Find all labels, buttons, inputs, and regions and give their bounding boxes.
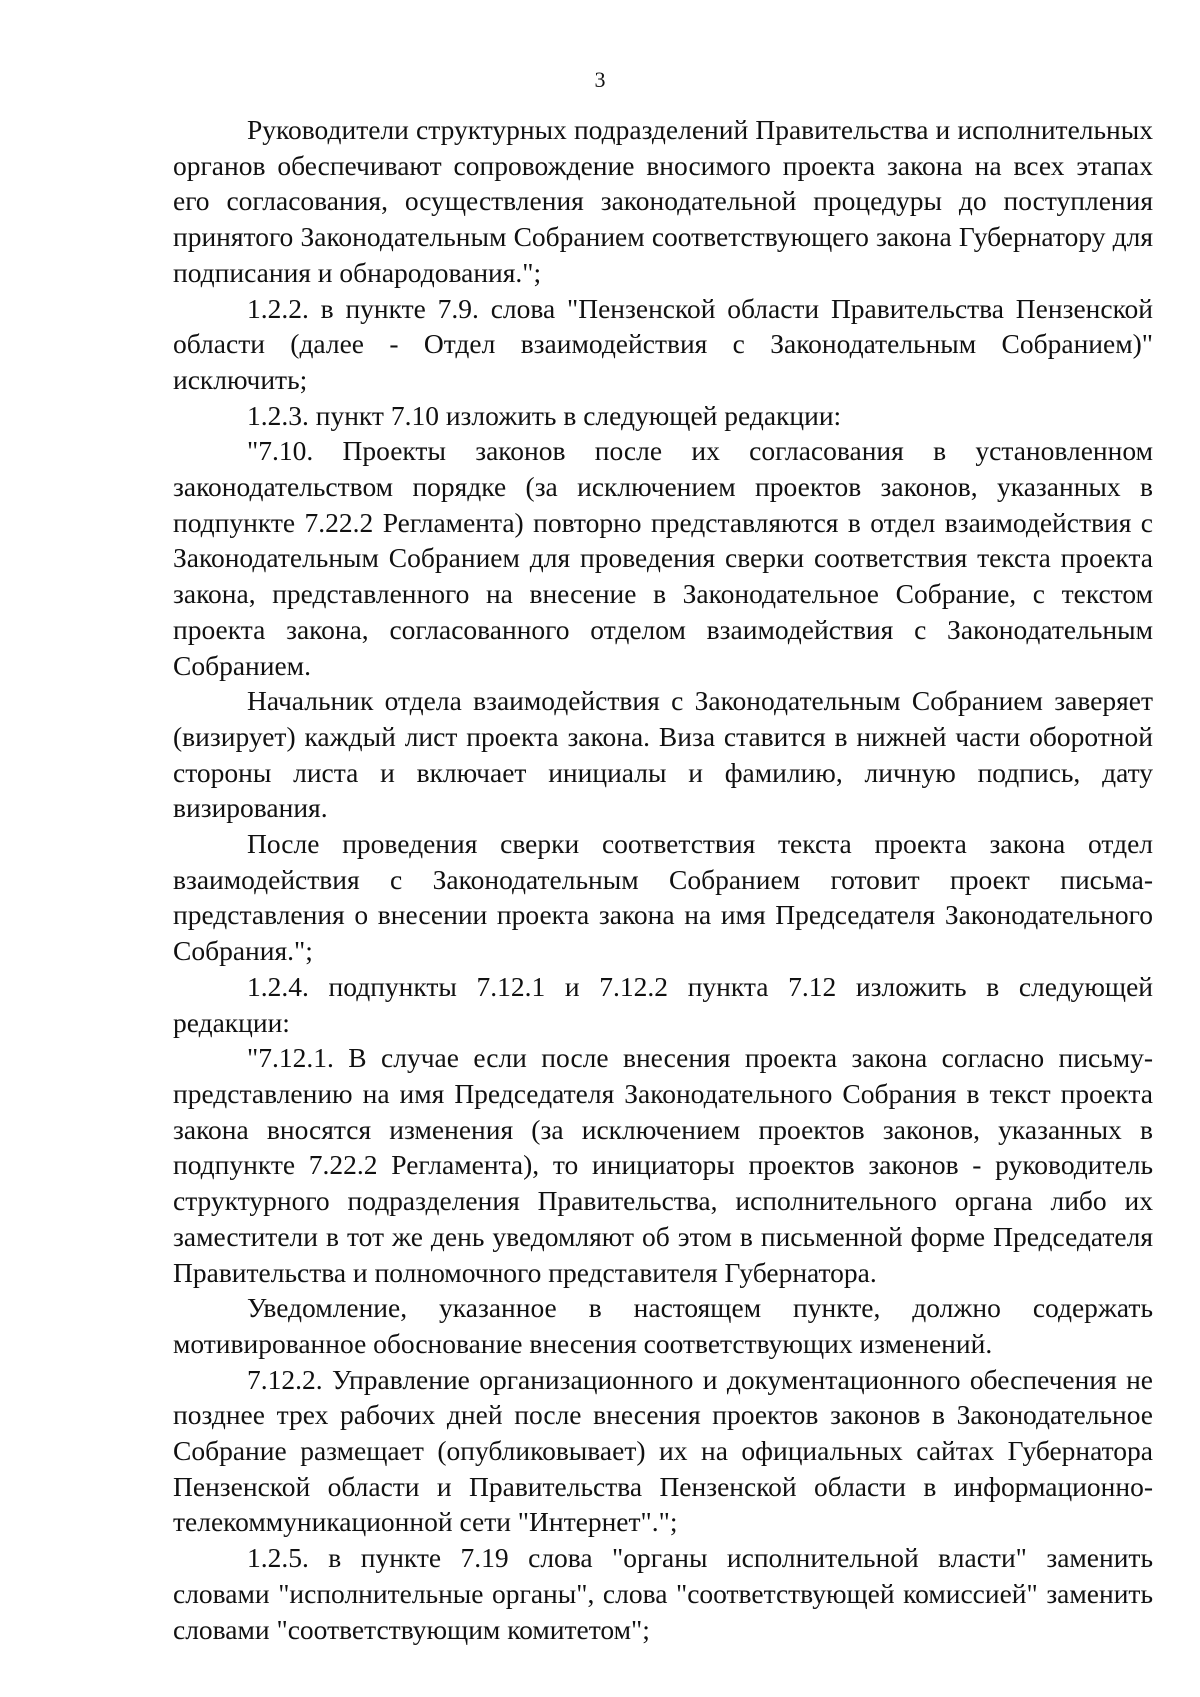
paragraph-1-2-4: 1.2.4. подпункты 7.12.1 и 7.12.2 пункта 7.12 изложить в следующей редакции:	[173, 970, 1153, 1038]
paragraph-head-of-department: Начальник отдела взаимодействия с Законодательным Собранием заверяет (визирует) каждый лист проекта закона. Виза ставится в нижней части оборотной стороны листа и включает инициалы и фамилию, личную подпись, дату визирования.	[173, 685, 1153, 824]
paragraph-notification: Уведомление, указанное в настоящем пункте, должно содержать мотивированное обоснование внесения соответствующих изменений.	[173, 1292, 1153, 1359]
paragraph-1-2-5: 1.2.5. в пункте 7.19 слова "органы исполнительной власти" заменить словами "исполнительные органы", слова "соответствующей комиссией" заменить словами "соответствующим комитетом";	[173, 1542, 1153, 1645]
document-body	[173, 112, 1153, 1647]
paragraph-7-12-1: "7.12.1. В случае если после внесения проекта закона согласно письму-представлению на имя Председателя Законодательного Собрания в текст проекта закона вносятся изменения (за исключением проектов законов, указанных в подпункте 7.22.2 Регламента), то инициаторы проектов законов - руководитель структурного подразделения Правительства, исполнительного органа либо их заместители в тот же день уведомляют об этом в письменной форме Председателя Правительства и полномочного представителя Губернатора.	[173, 1042, 1153, 1288]
paragraph-7-10: "7.10. Проекты законов после их согласования в установленном законодательством порядке (за исключением проектов законов, указанных в подпункте 7.22.2 Регламента) повторно представляются в отдел взаимодействия с Законодательным Собранием для проведения сверки соответствия текста проекта закона, представленного на внесение в Законодательное Собрание, с текстом проекта закона, согласованного отделом взаимодействия с Законодательным Собранием.	[173, 435, 1153, 681]
page-number: 3	[594, 67, 606, 92]
paragraph-responsibility: Руководители структурных подразделений Правительства и исполнительных органов обеспечивают сопровождение вносимого проекта закона на всех этапах его согласования, осуществления законодательной процедуры до поступления принятого Законодательным Собранием соответствующего закона Губернатору для подписания и обнародования.";	[173, 114, 1153, 288]
paragraph-7-12-2: 7.12.2. Управление организационного и документационного обеспечения не позднее трех рабочих дней после внесения проектов законов в Законодательное Собрание размещает (опубликовывает) их на официальных сайтах Губернатора Пензенской области и Правительства Пензенской области в информационно-телекоммуникационной сети "Интернет".";	[173, 1363, 1153, 1538]
paragraph-1-2-2: 1.2.2. в пункте 7.9. слова "Пензенской области Правительства Пензенской области (далее - Отдел взаимодействия с Законодательным Собранием)" исключить;	[173, 292, 1153, 395]
paragraph-after-reconciliation: После проведения сверки соответствия текста проекта закона отдел взаимодействия с Законодательным Собранием готовит проект письма-представления о внесении проекта закона на имя Председателя Законодательного Собрания.";	[173, 828, 1153, 967]
paragraph-1-2-3: 1.2.3. пункт 7.10 изложить в следующей редакции:	[247, 399, 842, 431]
